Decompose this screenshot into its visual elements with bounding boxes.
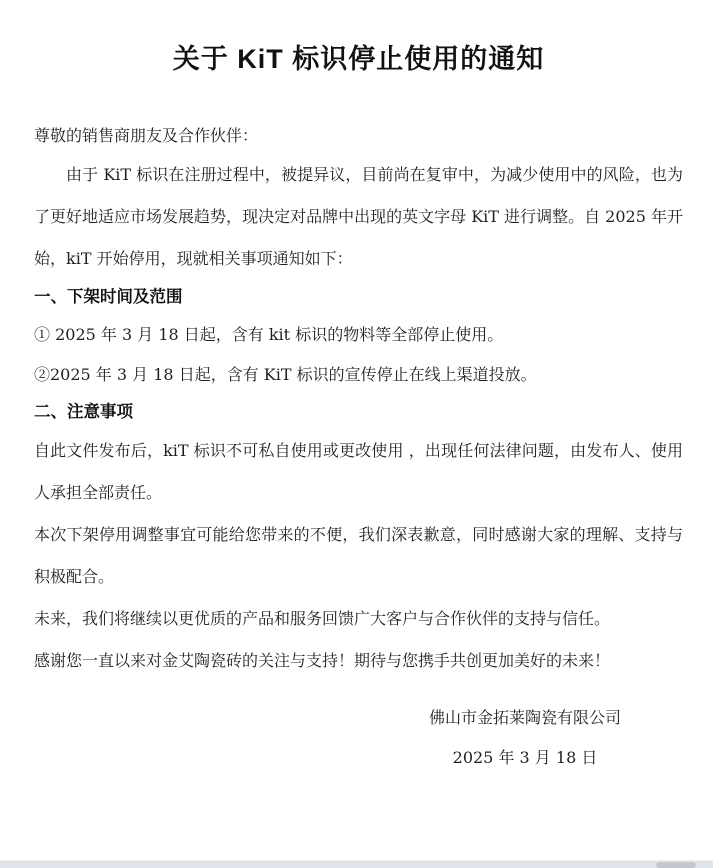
section2-heading: 二、注意事项 <box>34 403 133 421</box>
salutation-line: 尊敬的销售商朋友及合作伙伴： <box>34 126 259 145</box>
section2-paragraph-1: 自此文件发布后，kiT 标识不可私自使用或更改使用 ，出现任何法律问题，由发布人、使用人承担全部责任。 <box>34 441 683 502</box>
horizontal-scrollbar[interactable] <box>0 860 713 868</box>
document-body <box>34 154 683 682</box>
scrollbar-thumb[interactable] <box>656 862 696 868</box>
signature-block <box>429 698 621 778</box>
document-title: 关于 KiT 标识停止使用的通知 <box>172 44 545 74</box>
section2-paragraph-3: 未来，我们将继续以更优质的产品和服务回馈广大客户与合作伙伴的支持与信任。 <box>34 609 611 628</box>
section1-heading: 一、下架时间及范围 <box>34 288 183 306</box>
section2-paragraph-4: 感谢您一直以来对金艾陶瓷砖的关注与支持！期待与您携手共创更加美好的未来！ <box>34 651 611 670</box>
section1-item-1: ① 2025 年 3 月 18 日起，含有 kit 标识的物料等全部停止使用。 <box>34 325 504 344</box>
section1-item-2: ②2025 年 3 月 18 日起，含有 KiT 标识的宣传停止在线上渠道投放。 <box>34 365 537 384</box>
signature-date: 2025 年 3 月 18 日 <box>452 748 598 767</box>
signature-company: 佛山市金拓莱陶瓷有限公司 <box>428 708 621 727</box>
section2-paragraph-2: 本次下架停用调整事宜可能给您带来的不便，我们深表歉意，同时感谢大家的理解、支持与积极配合。 <box>34 525 683 586</box>
intro-paragraph: 由于 KiT 标识在注册过程中，被提异议，目前尚在复审中，为减少使用中的风险，也为了更好地适应市场发展趋势，现决定对品牌中出现的英文字母 KiT 进行调整。自 2025 年开始，kiT 开始停用，现就相关事项通知如下： <box>34 165 683 268</box>
